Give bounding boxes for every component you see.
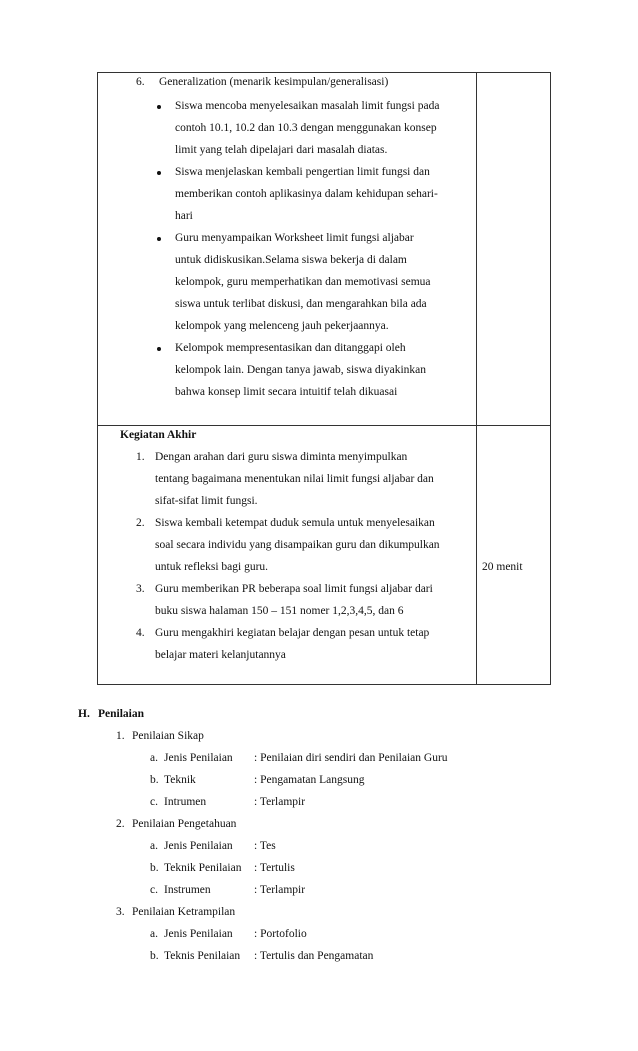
section-letter: H. [78,708,90,720]
row-letter: b. [150,862,159,874]
row-divider [98,425,550,426]
row-letter: b. [150,774,159,786]
akhir-line: Siswa kembali ketempat duduk semula untuk menyelesaikan [155,517,435,529]
generalization-line: memberikan contoh aplikasinya dalam kehidupan sehari- [175,188,438,200]
row-value: : Tertulis dan Pengamatan [254,950,374,962]
column-divider [476,73,477,684]
generalization-line: kelompok lain. Dengan tanya jawab, siswa diyakinkan [175,364,427,376]
generalization-line: Siswa mencoba menyelesaikan masalah limit fungsi pada [175,100,440,112]
akhir-item-number: 2. [136,517,145,529]
generalization-line: limit yang telah dipelajari dari masalah diatas. [175,144,388,156]
group-title: Penilaian Sikap [132,730,204,742]
row-letter: a. [150,840,158,852]
row-label: Jenis Penilaian [164,840,233,852]
row-letter: a. [150,752,158,764]
row-value: : Tertulis [254,862,295,874]
row-label: Jenis Penilaian [164,928,233,940]
row-value: : Portofolio [254,928,307,940]
akhir-item-number: 4. [136,627,145,639]
group-title: Penilaian Ketrampilan [132,906,236,918]
generalization-line: untuk didiskusikan.Selama siswa bekerja di dalam [175,254,407,266]
akhir-line: buku siswa halaman 150 – 151 nomer 1,2,3,4,5, dan 6 [155,605,404,617]
row-label: Instrumen [164,884,211,896]
akhir-line: Guru memberikan PR beberapa soal limit fungsi aljabar dari [155,583,433,595]
generalization-line: hari [175,210,193,222]
generalization-line: Siswa menjelaskan kembali pengertian limit fungsi dan [175,166,430,178]
row-letter: c. [150,884,158,896]
group-number: 1. [116,730,125,742]
generalization-line: kelompok yang melenceng jauh pekerjaannya. [175,320,389,332]
bullet-icon [157,171,161,175]
row-label: Teknik Penilaian [164,862,242,874]
row-letter: a. [150,928,158,940]
activity-table [97,72,551,685]
row-value: : Terlampir [254,884,306,896]
akhir-line: soal secara individu yang disampaikan guru dan dikumpulkan [155,539,440,551]
akhir-line: belajar materi kelanjutannya [155,649,286,661]
akhir-line: tentang bagaimana menentukan nilai limit fungsi aljabar dan [155,473,434,485]
akhir-item-number: 1. [136,451,145,463]
group-number: 3. [116,906,125,918]
akhir-line: sifat-sifat limit fungsi. [155,495,258,507]
row-value: : Terlampir [254,796,306,808]
row-label: Jenis Penilaian [164,752,233,764]
row-value: : Penilaian diri sendiri dan Penilaian Guru [254,752,448,764]
generalization-line: kelompok, guru memperhatikan dan memotivasi semua [175,276,431,288]
row-letter: b. [150,950,159,962]
akhir-item-number: 3. [136,583,145,595]
section-heading: Penilaian [98,708,145,720]
bullet-icon [157,237,161,241]
row-value: : Pengamatan Langsung [254,774,365,786]
bullet-icon [157,347,161,351]
bullet-icon [157,105,161,109]
generalization-number: 6. [136,76,145,88]
generalization-line: siswa untuk terlibat diskusi, dan mengarahkan bila ada [175,298,427,310]
group-title: Penilaian Pengetahuan [132,818,237,830]
akhir-line: untuk refleksi bagi guru. [155,561,269,573]
row-label: Intrumen [164,796,207,808]
row-letter: c. [150,796,158,808]
generalization-line: contoh 10.1, 10.2 dan 10.3 dengan menggunakan konsep [175,122,437,134]
akhir-title: Kegiatan Akhir [120,429,197,441]
time-allocation: 20 menit [482,561,523,573]
group-number: 2. [116,818,125,830]
akhir-line: Dengan arahan dari guru siswa diminta menyimpulkan [155,451,408,463]
akhir-line: Guru mengakhiri kegiatan belajar dengan pesan untuk tetap [155,627,430,639]
generalization-line: Guru menyampaikan Worksheet limit fungsi aljabar [175,232,414,244]
generalization-title: Generalization (menarik kesimpulan/generalisasi) [159,76,389,88]
row-value: : Tes [254,840,276,852]
row-label: Teknik [164,774,196,786]
generalization-line: Kelompok mempresentasikan dan ditanggapi oleh [175,342,406,354]
row-label: Teknis Penilaian [164,950,241,962]
generalization-line: bahwa konsep limit secara intuitif telah dikuasai [175,386,398,398]
